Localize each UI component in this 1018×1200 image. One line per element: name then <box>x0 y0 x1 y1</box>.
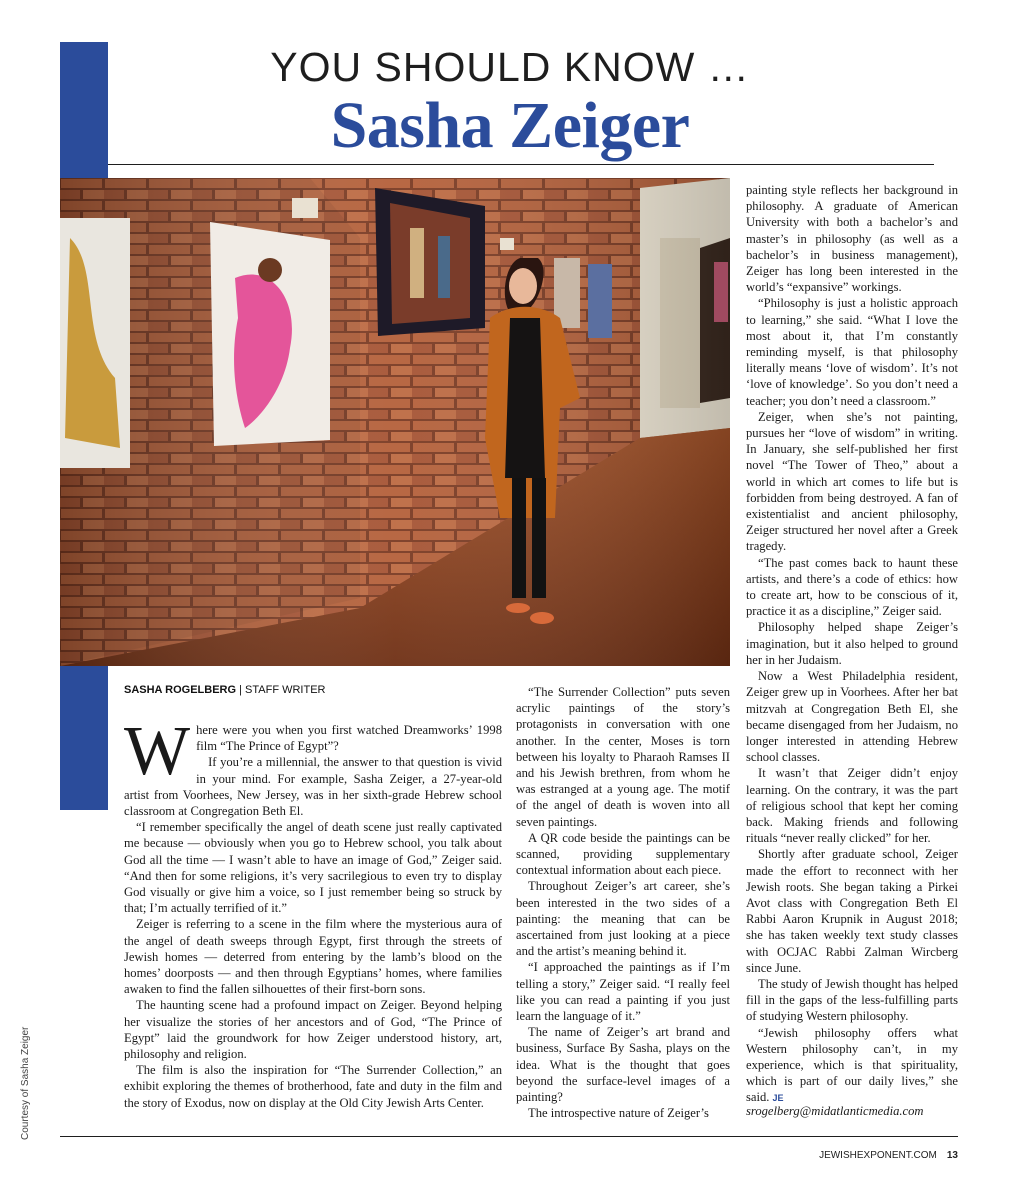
paragraph: If you’re a millennial, the answer to that question is vivid in your mind. For example, Sasha Zeiger, a 27-year-old artist from Voorhees, New Jersey, was in her sixth-grade Hebrew school classroom at Congregation Beth El. <box>124 755 502 819</box>
column-1 <box>124 713 502 1111</box>
page-number: 13 <box>946 1150 958 1161</box>
site-url[interactable]: JEWISHEXPONENT.COM <box>819 1150 937 1161</box>
header-rule <box>108 164 934 165</box>
kicker: YOU SHOULD KNOW … <box>270 44 750 90</box>
accent-bar-top <box>60 42 108 178</box>
drop-cap: W <box>124 713 191 790</box>
page-footer <box>819 1150 958 1161</box>
paragraph: The haunting scene had a profound impact on Zeiger. Beyond helping her visualize the stories of her ancestors and of God, “The Prince of Egypt” laid the groundwork for how Zeiger understood history, art, philosophy and religion. <box>124 998 502 1062</box>
paragraph: “I remember specifically the angel of death scene just really captivated me because — obviously when you go to Hebrew school, you talk about God all the time — I wasn’t able to have an image of God,” Zeiger said. “And then for some religions, it’s very sacrilegious to even try to display God visually or give him a voice, so I just remember being so struck by that; I’m actually terrified of it.” <box>124 820 502 916</box>
paragraph: here were you when you first watched Dreamworks’ 1998 film “The Prince of Egypt”? <box>196 723 502 754</box>
author-email[interactable]: srogelberg@midatlanticmedia.com <box>746 1104 924 1118</box>
accent-bar-bottom <box>60 666 108 810</box>
end-mark: JE <box>772 1093 784 1104</box>
author-name: SASHA ROGELBERG <box>124 684 237 696</box>
feature-photo <box>60 178 730 666</box>
paragraph: Zeiger is referring to a scene in the film where the mysterious aura of the angel of death sweeps through Egypt, first through the streets of Jewish homes — deterred from entering by the lamb’s blood on the homes’ doorposts — and then through Egyptians’ homes, where families awaken to find the fallen silhouettes of their first-born sons. <box>124 917 502 997</box>
paragraph: The study of Jewish thought has helped fill in the gaps of the less-fulfilling parts of studying Western philosophy. <box>746 976 958 1024</box>
paragraph: Philosophy helped shape Zeiger’s imagination, but it also helped to ground her in her Judaism. <box>746 620 958 667</box>
paragraph: Now a West Philadelphia resident, Zeiger grew up in Voorhees. After her bat mitzvah at Congregation Beth El, she became disengaged from her Judaism, no longer interested in attending Hebrew school classes. <box>746 669 958 765</box>
paragraph: The film is also the inspiration for “The Surrender Collection,” an exhibit exploring the themes of brotherhood, fate and duty in the film and the story of Exodus, now on display at the Old City Jewish Arts Center. <box>124 1063 502 1110</box>
page-title: Sasha Zeiger <box>330 89 690 162</box>
photo-credit: Courtesy of Sasha Zeiger <box>20 1026 31 1140</box>
author-role: STAFF WRITER <box>245 684 326 696</box>
paragraph: “The past comes back to haunt these artists, and there’s a code of ethics: how to create art, how to be conscious of it, practice it as a discipline,” Zeiger said. <box>746 555 958 619</box>
final-paragraph-text: “Jewish philosophy offers what Western philosophy can’t, in my experience, which is that spirituality, which is part of our daily lives,” she said. <box>746 1025 958 1105</box>
paragraph: “I approached the paintings as if I’m telling a story,” Zeiger said. “I really feel like you can read a painting if you just learn the language of it.” <box>516 960 730 1024</box>
paragraph: Throughout Zeiger’s art career, she’s been interested in the two sides of a painting: the meaning that can be ascertained from just looking at a piece and the artist’s meaning behind it. <box>516 879 730 959</box>
column-2 <box>516 684 730 1121</box>
column-3 <box>746 182 958 1107</box>
byline <box>124 684 326 696</box>
paragraph: “The Surrender Collection” puts seven acrylic paintings of the story’s protagonists in conversation with one another. In the center, Moses is torn between his loyalty to Pharaoh Ramses II and his Jewish brethren, from whom he was estranged at a young age. The motif of the angel of death is woven into all seven paintings. <box>516 685 730 829</box>
paragraph: Shortly after graduate school, Zeiger made the effort to reconnect with her Jewish roots. She began taking a Pirkei Avot class with Congregation Beth El Rabbi Aaron Krupnik in August 2018; she has taken weekly text study classes with OCJAC Rabbi Zalman Wircberg since June. <box>746 847 958 975</box>
paragraph: Zeiger, when she’s not painting, pursues her “love of wisdom” in writing. In January, she self-published her first novel “The Tower of Theo,” about a world in which art comes to life but is forbidden from being destroyed. A fan of existentialist and ancient philosophy, Zeiger structured her novel after a Greek tragedy. <box>746 409 958 554</box>
paragraph: painting style reflects her background in philosophy. A graduate of American University with both a bachelor’s and master’s in philosophy (as well as a bachelor’s in business management), Zeiger has long been interested in the world’s “expansive” workings. <box>746 183 958 295</box>
byline-separator: | <box>239 684 246 696</box>
paragraph <box>746 1025 958 1107</box>
paragraph: “Philosophy is just a holistic approach to learning,” she said. “What I love the most about it, that I’m constantly reminding myself, is that philosophy literally means ‘love of wisdom’. It’s not ‘love of knowledge’. So you don’t need a teacher; you don’t need a classroom.” <box>746 296 958 408</box>
paragraph: A QR code beside the paintings can be scanned, providing supplementary contextual information about each piece. <box>516 830 730 878</box>
paragraph: The introspective nature of Zeiger’s <box>528 1106 709 1121</box>
paragraph: It wasn’t that Zeiger didn’t enjoy learning. On the contrary, it was the part of religious school that kept her coming back. Making friends and following rituals “never really clicked” for her. <box>746 766 958 846</box>
footer-rule <box>60 1136 958 1137</box>
paragraph: The name of Zeiger’s art brand and business, Surface By Sasha, plays on the idea. What is the thought that goes beyond the surface-level images of a painting? <box>516 1025 730 1105</box>
